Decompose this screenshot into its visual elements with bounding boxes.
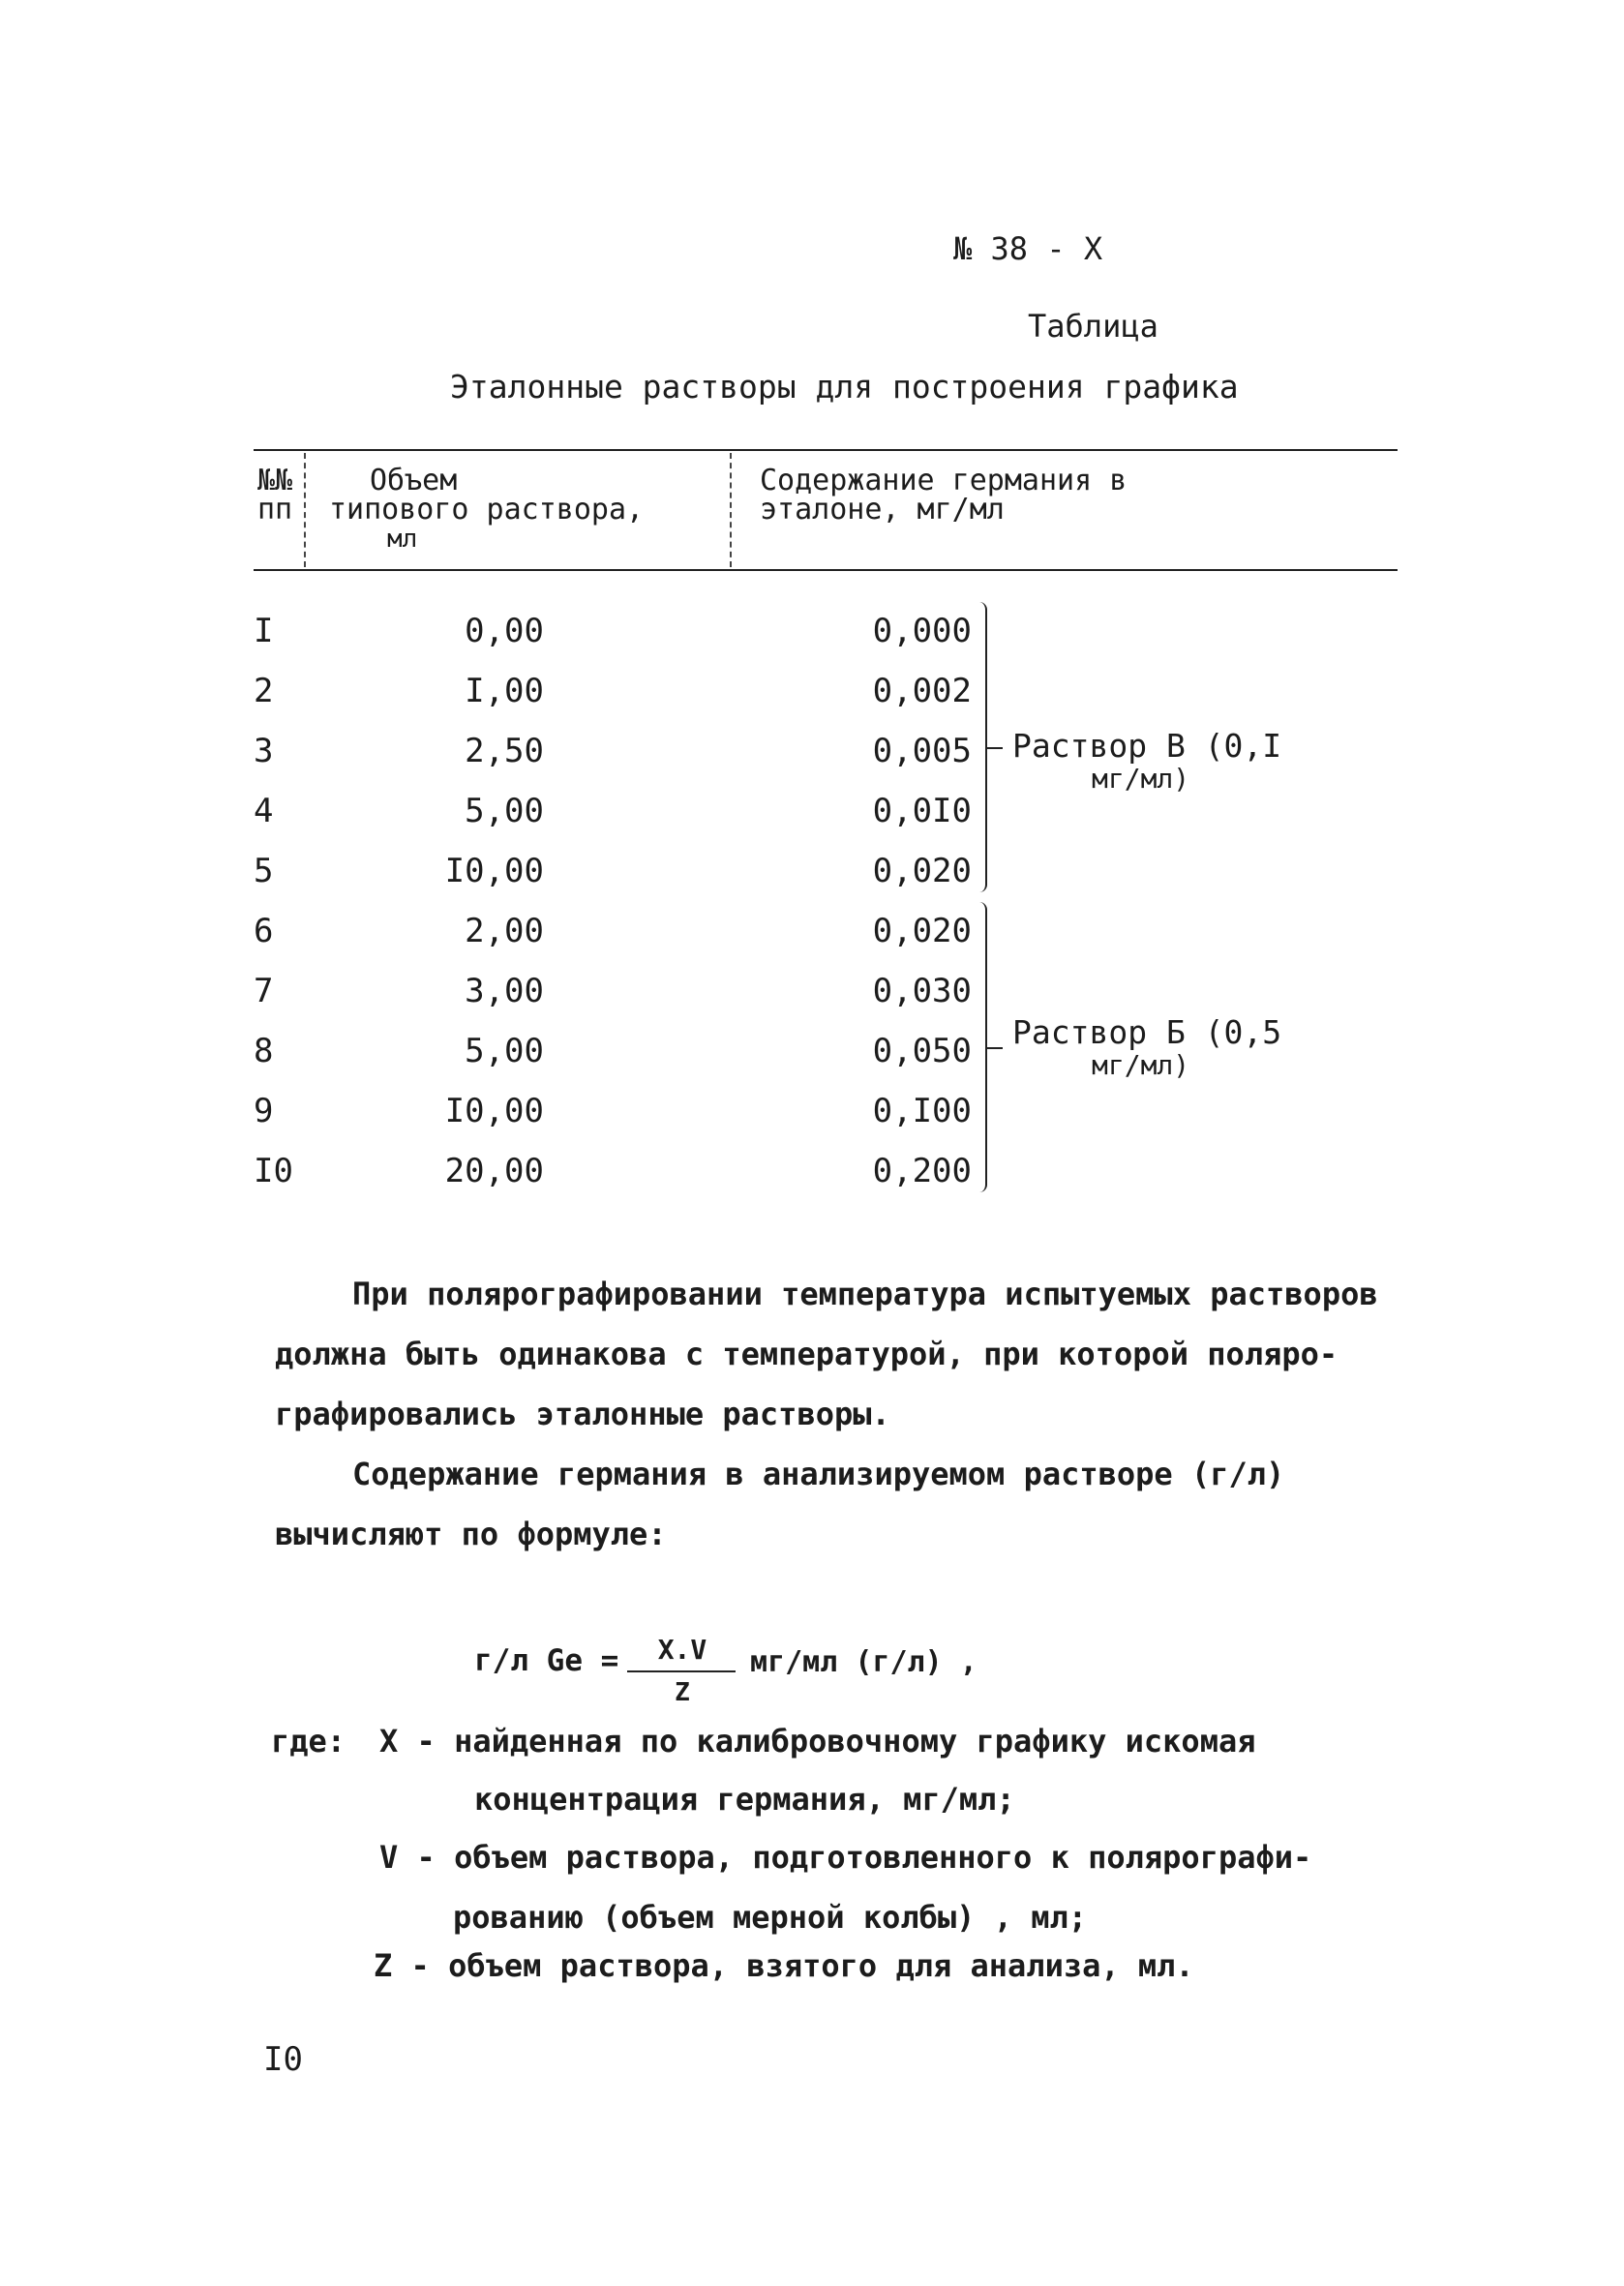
group-brace-a-tip bbox=[987, 1047, 1003, 1049]
formula-unit: мг/мл (г/л) , bbox=[750, 1645, 977, 1679]
formula-denominator: Z bbox=[675, 1678, 690, 1707]
row-content: 0,020 bbox=[872, 912, 972, 950]
row-content: 0,0I0 bbox=[872, 792, 972, 830]
where-lead: где: bbox=[271, 1723, 346, 1760]
row-volume: I,00 bbox=[465, 672, 544, 710]
paragraph-formula-intro: Содержание германия в анализируемом растворе (г/л) вычисляют по формуле: bbox=[275, 1456, 1285, 1552]
row-volume: 2,50 bbox=[465, 732, 544, 770]
table-row bbox=[0, 972, 1624, 1032]
table-header-rule bbox=[254, 569, 1398, 571]
row-content: 0,002 bbox=[872, 672, 972, 710]
group-brace-b bbox=[972, 602, 987, 892]
row-number: 7 bbox=[254, 972, 274, 1010]
header-number: №№ пп bbox=[257, 464, 293, 526]
row-number: 2 bbox=[254, 672, 274, 710]
definition-x: X - найденная по калибровочному графику искомая bbox=[379, 1723, 1256, 1760]
definition-v: V - объем раствора, подготовленного к полярографи- bbox=[379, 1839, 1312, 1876]
table-row bbox=[0, 1032, 1624, 1092]
table-row bbox=[0, 912, 1624, 972]
row-content: 0,200 bbox=[872, 1152, 972, 1190]
row-volume: 0,00 bbox=[465, 612, 544, 650]
table-row bbox=[0, 852, 1624, 912]
table-row bbox=[0, 672, 1624, 732]
row-volume: 3,00 bbox=[465, 972, 544, 1010]
group-label-solution-v: Раствор В (0,I мг/мл) bbox=[1012, 727, 1282, 795]
row-volume: 2,00 bbox=[465, 912, 544, 950]
formula-fraction-line bbox=[627, 1670, 736, 1672]
group-brace-a bbox=[972, 902, 987, 1192]
header-content: Содержание германия в эталоне, мг/мл bbox=[760, 464, 1128, 526]
table-row bbox=[0, 612, 1624, 672]
row-number: 9 bbox=[254, 1092, 274, 1130]
column-divider-2 bbox=[730, 453, 732, 567]
row-number: 4 bbox=[254, 792, 274, 830]
table-label: Таблица bbox=[1028, 308, 1158, 345]
row-number: 5 bbox=[254, 852, 274, 890]
header-volume: Объем типового раствора, мл bbox=[329, 464, 645, 554]
row-content: 0,000 bbox=[872, 612, 972, 650]
group-label-solution-b: Раствор Б (0,5 мг/мл) bbox=[1012, 1013, 1282, 1081]
row-content: 0,005 bbox=[872, 732, 972, 770]
table-row bbox=[0, 1152, 1624, 1212]
table-title: Эталонные растворы для построения графика bbox=[450, 368, 1239, 406]
formula-lhs: г/л Ge = bbox=[474, 1643, 619, 1678]
row-content: 0,I00 bbox=[872, 1092, 972, 1130]
paragraph-temperature: При полярографировании температура испытуемых растворов должна быть одинакова с температурой, при которой поляро- графировались эталонные растворы. bbox=[275, 1276, 1378, 1432]
row-content: 0,030 bbox=[872, 972, 972, 1010]
definition-z: Z - объем раствора, взятого для анализа, мл. bbox=[374, 1947, 1194, 1984]
table-row bbox=[0, 732, 1624, 792]
row-content: 0,020 bbox=[872, 852, 972, 890]
row-number: I0 bbox=[254, 1152, 293, 1190]
row-volume: 5,00 bbox=[465, 792, 544, 830]
row-volume: I0,00 bbox=[444, 852, 544, 890]
row-number: 8 bbox=[254, 1032, 274, 1070]
definition-v-cont: рованию (объем мерной колбы) , мл; bbox=[453, 1899, 1088, 1936]
row-volume: 5,00 bbox=[465, 1032, 544, 1070]
row-content: 0,050 bbox=[872, 1032, 972, 1070]
row-number: 3 bbox=[254, 732, 274, 770]
group-brace-b-tip bbox=[987, 747, 1003, 749]
formula-numerator: X.V bbox=[657, 1634, 707, 1666]
table-row bbox=[0, 792, 1624, 852]
page-number: I0 bbox=[263, 2040, 303, 2079]
row-volume: 20,00 bbox=[444, 1152, 544, 1190]
document-code: № 38 - X bbox=[953, 230, 1103, 267]
row-volume: I0,00 bbox=[444, 1092, 544, 1130]
table-row bbox=[0, 1092, 1624, 1152]
row-number: I bbox=[254, 612, 274, 650]
table-top-rule bbox=[254, 449, 1398, 451]
row-number: 6 bbox=[254, 912, 274, 950]
definition-x-cont: концентрация германия, мг/мл; bbox=[474, 1781, 1015, 1818]
